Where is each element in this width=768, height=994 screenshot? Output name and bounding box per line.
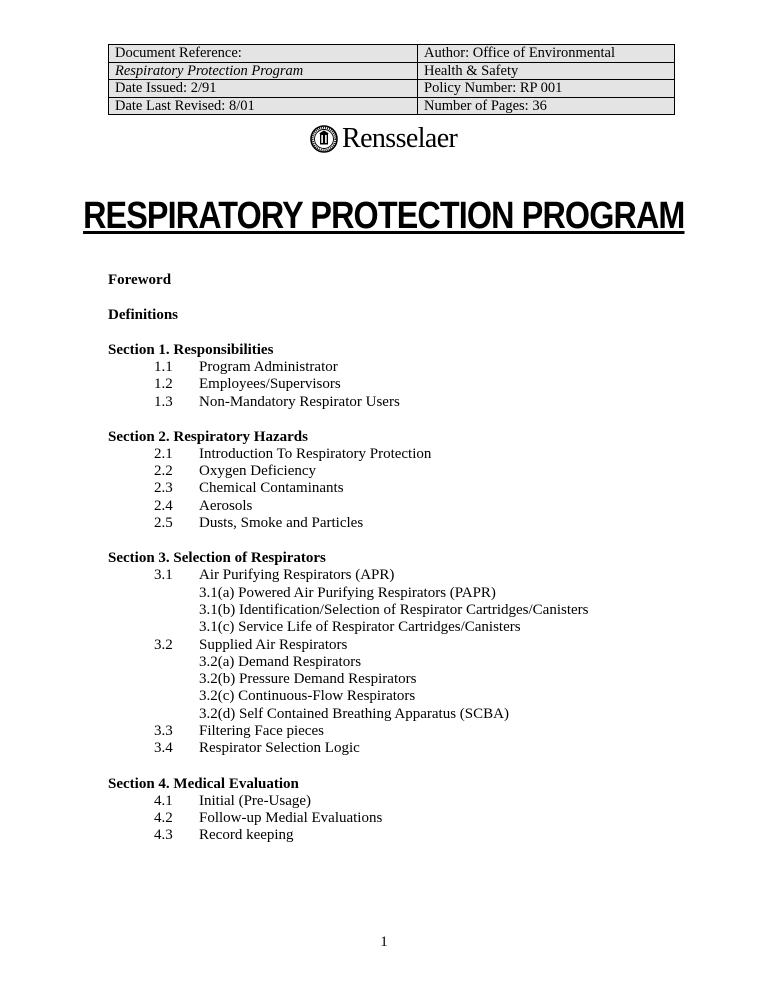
item-number: 4.2: [154, 809, 173, 826]
item-number: 4.3: [154, 827, 173, 844]
doc-ref-value: Respiratory Protection Program: [109, 62, 418, 80]
item-title: Program Administrator: [199, 359, 338, 375]
item-number: 4.1: [154, 792, 173, 809]
subitem-title: 3.1(b) Identification/Selection of Respirator Cartridges/Canisters: [199, 601, 589, 618]
item-number: 3.4: [154, 740, 173, 757]
author-line-1: Author: Office of Environmental: [418, 45, 675, 63]
doc-ref-label: Document Reference:: [109, 45, 418, 63]
page-number: 1: [380, 934, 388, 950]
item-title: Respirator Selection Logic: [199, 740, 360, 757]
toc-item: [108, 567, 728, 584]
subitem-title: 3.2(d) Self Contained Breathing Apparatus (SCBA): [199, 705, 509, 722]
item-title: Non-Mandatory Respirator Users: [199, 393, 400, 410]
policy-number: Policy Number: RP 001: [418, 80, 675, 98]
item-number: 1.3: [154, 393, 173, 410]
item-number: 2.1: [154, 445, 173, 462]
item-title: Aerosols: [199, 497, 253, 514]
item-number: 2.5: [154, 515, 173, 532]
item-number: 1.2: [154, 376, 173, 393]
toc-subitem: [108, 688, 728, 705]
author-line-2: Health & Safety: [418, 62, 675, 80]
item-title: Filtering Face pieces: [199, 723, 324, 740]
toc-subitem: [108, 654, 728, 671]
item-title: Dusts, Smoke and Particles: [199, 515, 364, 532]
toc-item: [108, 740, 728, 757]
toc-item: [108, 394, 728, 411]
item-title: Supplied Air Respirators: [199, 636, 348, 653]
date-issued: Date Issued: 2/91: [109, 80, 418, 98]
subitem-title: 3.2(b) Pressure Demand Respirators: [199, 671, 417, 688]
number-of-pages: Number of Pages: 36: [418, 97, 675, 115]
section-4-heading: Section 4. Medical Evaluation: [108, 775, 299, 792]
toc-item: [108, 359, 728, 376]
toc-item: [108, 723, 728, 740]
toc-item: [108, 498, 728, 515]
item-title: Chemical Contaminants: [199, 480, 344, 497]
item-number: 3.2: [154, 636, 173, 653]
item-number: 2.2: [154, 463, 173, 480]
subitem-title: 3.2(c) Continuous-Flow Respirators: [199, 688, 416, 705]
seal-icon: [310, 125, 338, 153]
section-2-heading: Section 2. Respiratory Hazards: [108, 428, 308, 445]
logo-wordmark: Rensselaer: [342, 123, 458, 154]
toc-subitem: [108, 602, 728, 619]
item-number: 3.1: [154, 567, 173, 584]
item-number: 2.4: [154, 497, 173, 514]
item-title: Introduction To Respiratory Protection: [199, 445, 432, 462]
item-title: Initial (Pre-Usage): [199, 792, 312, 809]
table-of-contents: [108, 272, 728, 845]
page-title: [0, 195, 768, 237]
toc-subitem: [108, 619, 728, 636]
subitem-title: 3.2(a) Demand Respirators: [199, 653, 362, 670]
subitem-title: 3.1(c) Service Life of Respirator Cartridges/Canisters: [199, 619, 521, 636]
rensselaer-logo: [310, 124, 457, 154]
document-header-table: [108, 44, 675, 115]
item-title: Follow-up Medial Evaluations: [199, 809, 383, 826]
toc-item: [108, 376, 728, 393]
toc-foreword: Foreword: [108, 272, 172, 288]
toc-item: [108, 515, 728, 532]
section-1-heading: Section 1. Responsibilities: [108, 342, 274, 358]
toc-item: [108, 446, 728, 463]
item-number: 1.1: [154, 359, 173, 375]
toc-item: [108, 480, 728, 497]
item-title: Record keeping: [199, 827, 294, 844]
item-title: Employees/Supervisors: [199, 376, 341, 393]
toc-item: [108, 793, 728, 810]
toc-item: [108, 810, 728, 827]
item-title: Oxygen Deficiency: [199, 463, 317, 480]
item-title: Air Purifying Respirators (APR): [199, 567, 395, 584]
title-text: RESPIRATORY PROTECTION PROGRAM: [83, 195, 685, 237]
toc-item: [108, 827, 728, 844]
section-3-heading: Section 3. Selection of Respirators: [108, 550, 326, 567]
item-number: 2.3: [154, 480, 173, 497]
toc-definitions: Definitions: [108, 307, 179, 323]
subitem-title: 3.1(a) Powered Air Purifying Respirators (PAPR): [199, 584, 496, 601]
toc-subitem: [108, 706, 728, 723]
date-last-revised: Date Last Revised: 8/01: [109, 97, 418, 115]
toc-subitem: [108, 585, 728, 602]
toc-item: [108, 637, 728, 654]
item-number: 3.3: [154, 723, 173, 740]
toc-subitem: [108, 671, 728, 688]
toc-item: [108, 463, 728, 480]
